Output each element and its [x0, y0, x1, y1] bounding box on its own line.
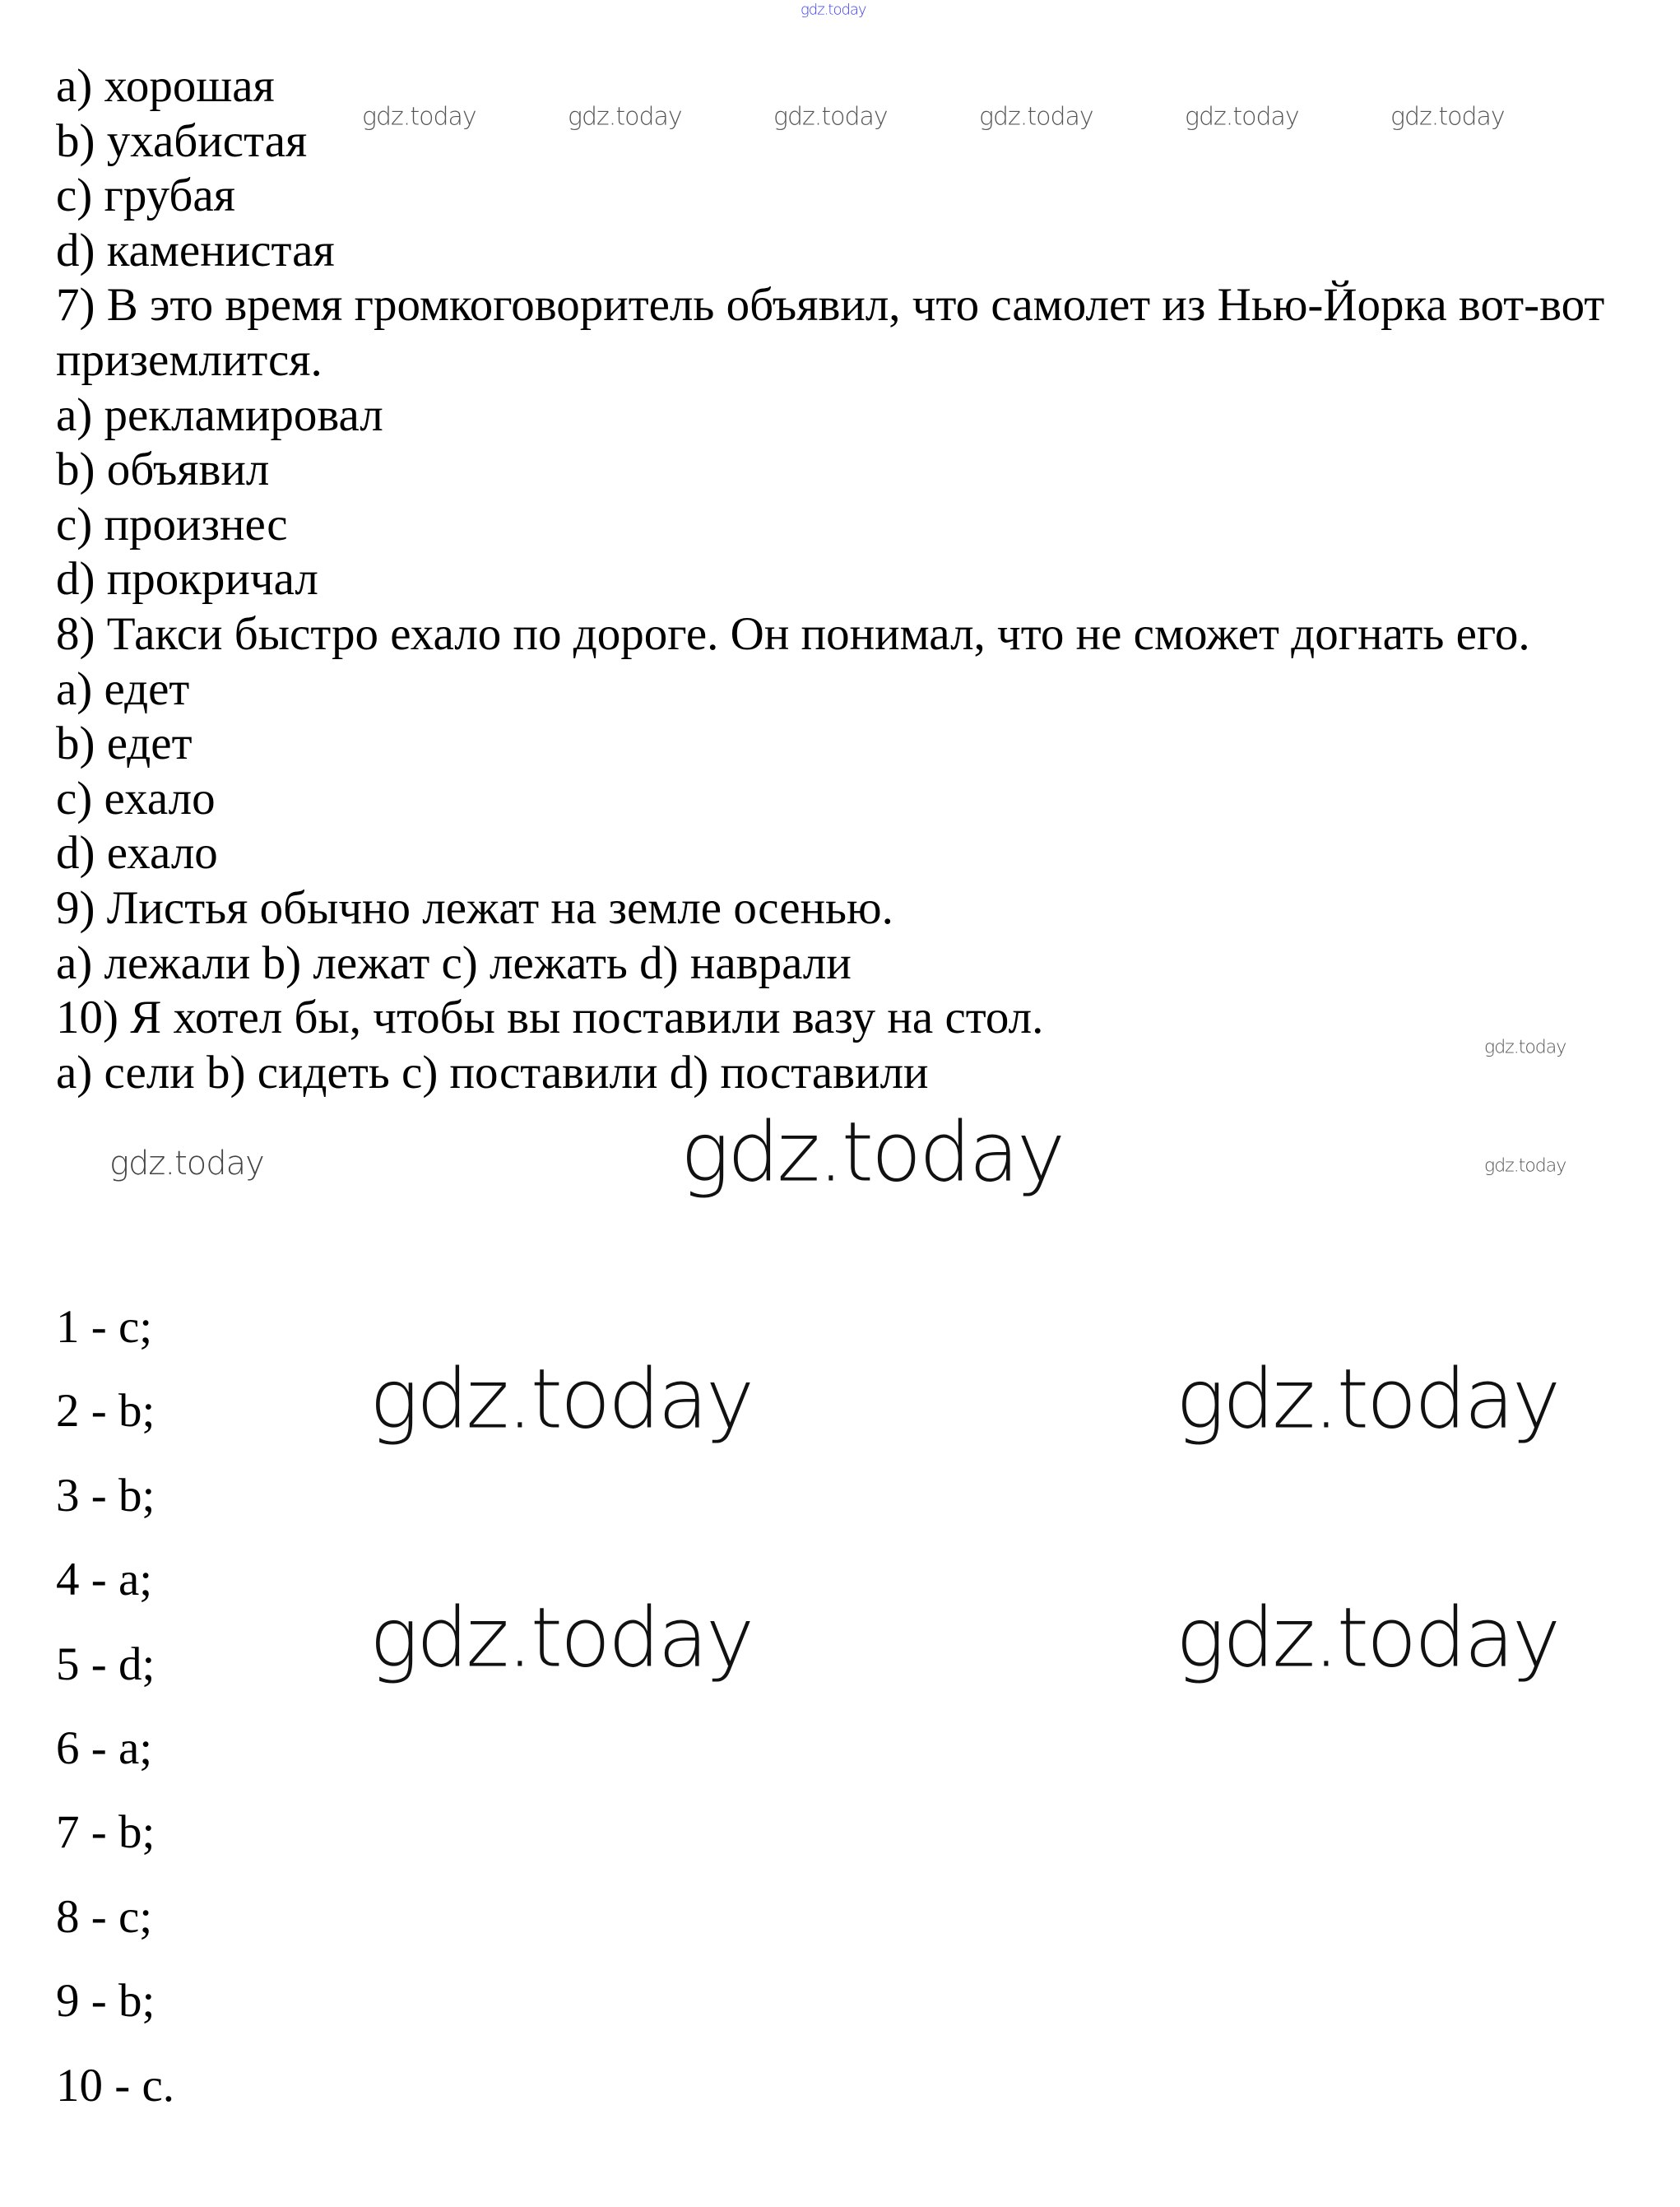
answer-line: 5 - d;: [56, 1638, 155, 1690]
answer-line: 1 - c;: [56, 1301, 153, 1353]
text-line: c) грубая: [56, 170, 235, 222]
text-line: a) лежали b) лежат c) лежать d) наврали: [56, 936, 852, 989]
text-line: c) ехало: [56, 772, 216, 825]
text-line: b) ухабистая: [56, 114, 308, 167]
watermark-top: gdz.today: [801, 1, 866, 19]
watermark: gdz.today: [773, 102, 888, 132]
watermark: gdz.today: [1185, 102, 1299, 132]
watermark-large: gdz.today: [369, 1350, 753, 1447]
watermark: gdz.today: [1484, 1037, 1566, 1058]
text-line: a) хорошая: [56, 60, 275, 112]
text-line: b) едет: [56, 718, 193, 770]
watermark: gdz.today: [979, 102, 1093, 132]
answer-line: 4 - a;: [56, 1554, 153, 1606]
text-line: c) произнес: [56, 498, 288, 551]
answer-line: 8 - c;: [56, 1890, 153, 1943]
watermark: gdz.today: [109, 1145, 264, 1182]
text-line: d) ехало: [56, 827, 218, 880]
answer-block: [56, 1285, 174, 2128]
watermark: gdz.today: [1390, 102, 1505, 132]
text-line: 9) Листья обычно лежат на земле осенью.: [56, 881, 893, 934]
answer-line: 6 - a;: [56, 1721, 153, 1774]
watermark-large: gdz.today: [369, 1589, 753, 1686]
watermark-large: gdz.today: [1176, 1589, 1559, 1686]
watermark: gdz.today: [1484, 1155, 1566, 1177]
text-line: a) сели b) сидеть c) поставили d) поставили: [56, 1046, 929, 1099]
text-line: a) едет: [56, 662, 190, 715]
watermark: gdz.today: [568, 102, 682, 132]
text-line: a) рекламировал: [56, 388, 383, 441]
watermark: gdz.today: [362, 102, 476, 132]
text-line: 10) Я хотел бы, чтобы вы поставили вазу на стол.: [56, 992, 1044, 1044]
text-line: 8) Такси быстро ехало по дороге. Он понимал, что не сможет догнать его.: [56, 607, 1530, 660]
answer-line: 7 - b;: [56, 1806, 155, 1859]
watermark-large: gdz.today: [1176, 1350, 1559, 1447]
answer-line: 3 - b;: [56, 1469, 155, 1522]
question-block: [56, 59, 1604, 1100]
text-line: d) прокричал: [56, 553, 318, 606]
answer-line: 2 - b;: [56, 1385, 155, 1438]
answer-line: 9 - b;: [56, 1975, 155, 2028]
text-line: 7) В это время громкоговоритель объявил, что самолет из Нью-Йорка вот-вот: [56, 279, 1605, 332]
answer-line: 10 - c.: [56, 2059, 175, 2112]
text-line: b) объявил: [56, 444, 270, 496]
text-line: d) каменистая: [56, 224, 335, 276]
watermark-large: gdz.today: [680, 1104, 1064, 1201]
text-line: приземлится.: [56, 333, 323, 386]
